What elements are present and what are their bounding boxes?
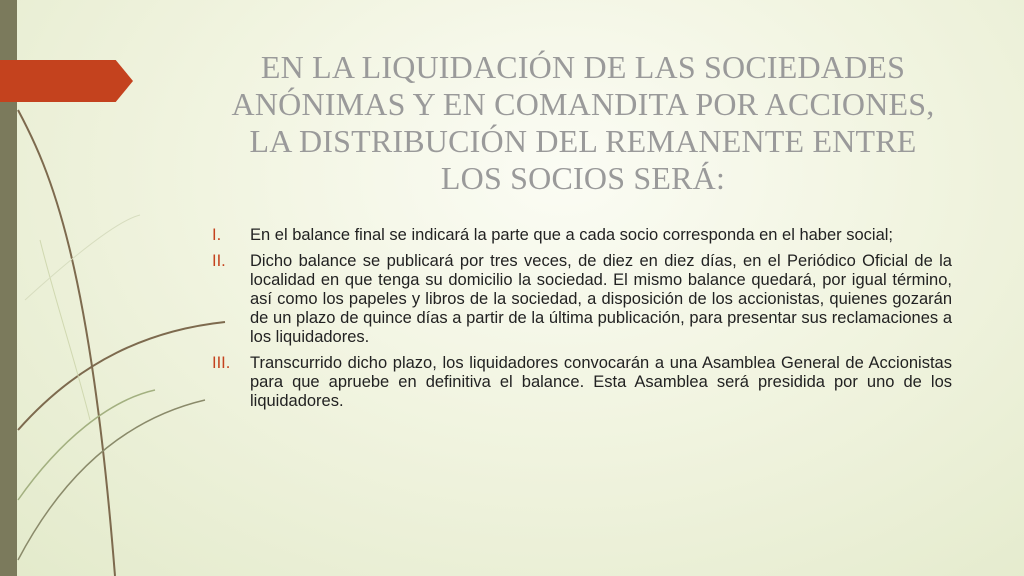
list-item-text: En el balance final se indicará la parte que a cada socio corresponda en el haber social; — [250, 226, 893, 244]
slide-title: EN LA LIQUIDACIÓN DE LAS SOCIEDADES ANÓNIMAS Y EN COMANDITA POR ACCIONES, LA DISTRIBUCIÓN DEL REMANENTE ENTRE LOS SOCIOS SERÁ: — [231, 49, 935, 196]
list-marker: II. — [212, 252, 226, 270]
list-item-text: Transcurrido dicho plazo, los liquidadores convocarán a una Asamblea General de Accionistas para que apruebe en definitiva el balance. Esta Asamblea será presidida por uno de los liquidadores. — [250, 354, 952, 410]
title-arrow-accent — [0, 60, 133, 102]
decorative-curve-2 — [18, 322, 225, 430]
list-marker: I. — [212, 226, 222, 244]
decorative-curve-1 — [18, 110, 115, 576]
list-item — [212, 252, 952, 347]
list-item-text: Dicho balance se publicará por tres veces, de diez en diez días, en el Periódico Oficial de la localidad en que tenga su domicilio la sociedad. El mismo balance quedará, por igual término, así como los papeles y libros de la sociedad, a disposición de los accionistas, quienes gozarán de un plazo de quince días a partir de la última publicación, para presentar sus reclamaciones a los liquidadores. — [250, 252, 952, 346]
list-item — [212, 354, 952, 411]
decorative-curve-6 — [25, 215, 140, 300]
decorative-curve-5 — [40, 240, 90, 420]
list-item — [212, 226, 952, 245]
content-list — [212, 226, 952, 418]
list-marker: III. — [212, 354, 231, 372]
